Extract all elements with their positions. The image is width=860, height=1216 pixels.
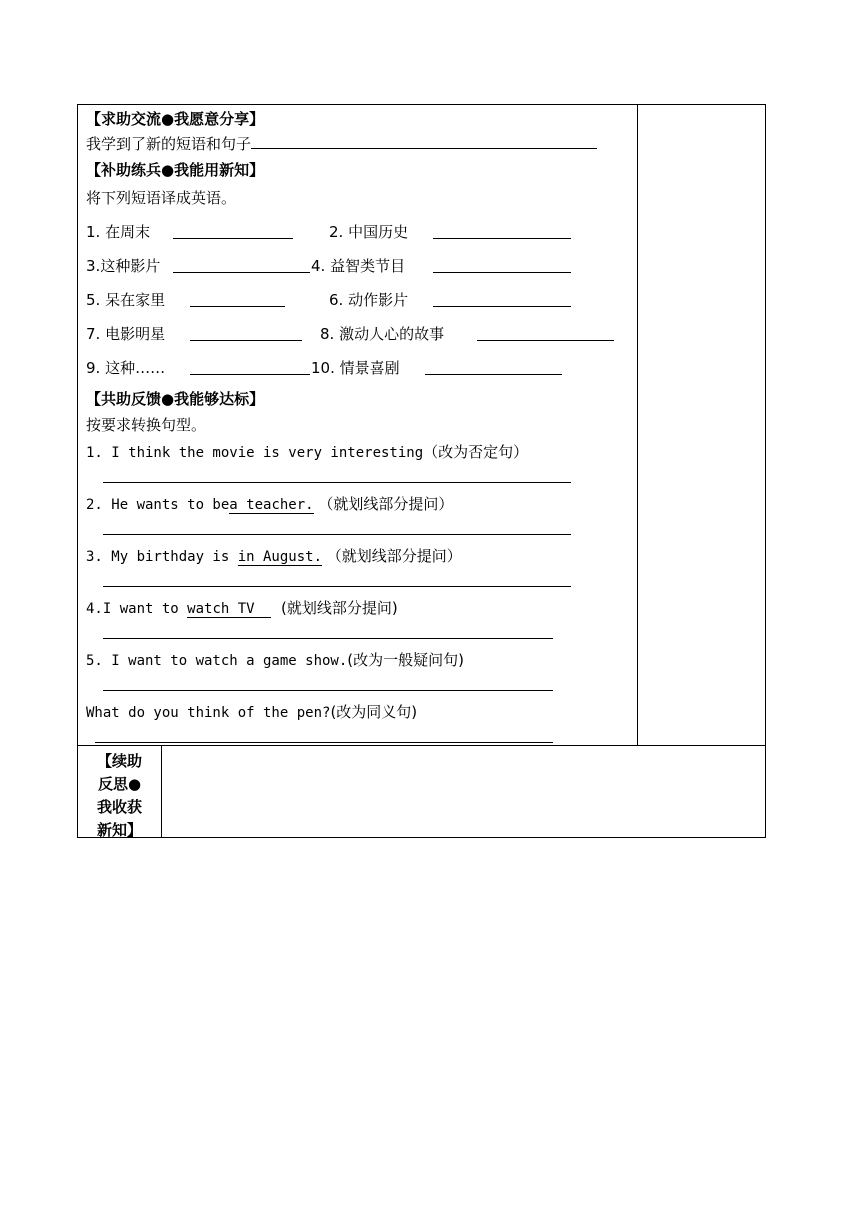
item-text: 情景喜剧 bbox=[339, 359, 400, 377]
question-5 bbox=[86, 649, 464, 670]
item-text: 益智类节目 bbox=[330, 257, 406, 275]
phrase-item-4 bbox=[311, 255, 405, 276]
item-text: 这种影片 bbox=[100, 257, 161, 275]
question-note: (改为一般疑问句) bbox=[347, 651, 465, 669]
question-note: （改为否定句） bbox=[423, 443, 529, 461]
item-text: 中国历史 bbox=[348, 223, 409, 241]
table-border-top bbox=[77, 104, 766, 105]
underlined-part: watch TV bbox=[187, 601, 272, 617]
question-text: 1. I think the movie is very interesting bbox=[86, 445, 424, 461]
question-text: 4.I want to bbox=[86, 601, 188, 617]
question-1 bbox=[86, 441, 528, 462]
item-number: 8. bbox=[320, 325, 335, 343]
phrase-item-10 bbox=[311, 357, 400, 378]
answer-blank[interactable] bbox=[425, 360, 562, 375]
item-number: 2. bbox=[329, 223, 344, 241]
table-border-right bbox=[765, 104, 766, 837]
label-line: 新知】 bbox=[96, 821, 142, 839]
table-col-divider-right bbox=[637, 104, 638, 746]
section2-heading: 【补助练兵●我能用新知】 bbox=[86, 161, 265, 179]
item-number: 5. bbox=[86, 291, 101, 309]
label-line: 我收获 bbox=[96, 798, 142, 816]
table-border-bottom bbox=[77, 837, 766, 838]
item-text: 呆在家里 bbox=[105, 291, 166, 309]
item-number: 9. bbox=[86, 359, 101, 377]
item-number: 3. bbox=[86, 257, 101, 275]
question-text: What do you think of the pen? bbox=[86, 705, 331, 721]
question-2 bbox=[86, 493, 453, 514]
phrase-item-5 bbox=[86, 289, 165, 310]
section1-line bbox=[86, 133, 597, 154]
item-number: 7. bbox=[86, 325, 101, 343]
question-note: (改为同义句) bbox=[330, 703, 418, 721]
answer-line[interactable] bbox=[95, 742, 553, 743]
section3-heading: 【共助反馈●我能够达标】 bbox=[86, 390, 265, 408]
phrase-item-2 bbox=[329, 221, 408, 242]
label-line: 反思● bbox=[97, 775, 142, 793]
phrase-item-8 bbox=[320, 323, 444, 344]
answer-blank[interactable] bbox=[173, 258, 310, 273]
question-text: 5. I want to watch a game show. bbox=[86, 653, 348, 669]
question-note: （就划线部分提问） bbox=[322, 547, 462, 565]
item-text: 在周末 bbox=[105, 223, 151, 241]
answer-line[interactable] bbox=[103, 586, 571, 587]
answer-blank[interactable] bbox=[251, 134, 597, 149]
answer-blank[interactable] bbox=[173, 224, 293, 239]
answer-blank[interactable] bbox=[190, 360, 310, 375]
section4-label bbox=[78, 750, 161, 842]
item-number: 6. bbox=[329, 291, 344, 309]
question-text: 2. He wants to be bbox=[86, 497, 230, 513]
phrase-item-1 bbox=[86, 221, 150, 242]
question-3 bbox=[86, 545, 462, 566]
table-border-left bbox=[77, 104, 78, 837]
answer-blank[interactable] bbox=[190, 326, 302, 341]
reflection-area[interactable] bbox=[162, 746, 765, 837]
question-4 bbox=[86, 597, 398, 618]
item-text: 激动人心的故事 bbox=[339, 325, 445, 343]
item-number: 1. bbox=[86, 223, 101, 241]
question-note: (就划线部分提问) bbox=[271, 599, 398, 617]
answer-line[interactable] bbox=[103, 690, 553, 691]
section3-instruction: 按要求转换句型。 bbox=[86, 416, 207, 434]
answer-blank[interactable] bbox=[477, 326, 614, 341]
answer-blank[interactable] bbox=[433, 292, 571, 307]
answer-line[interactable] bbox=[103, 482, 571, 483]
answer-line[interactable] bbox=[103, 638, 553, 639]
answer-blank[interactable] bbox=[433, 224, 571, 239]
item-number: 4. bbox=[311, 257, 326, 275]
label-line: 【续助 bbox=[96, 752, 142, 770]
phrase-item-6 bbox=[329, 289, 408, 310]
phrase-item-7 bbox=[86, 323, 165, 344]
phrase-item-3 bbox=[86, 255, 160, 276]
item-text: 这种…… bbox=[105, 359, 166, 377]
question-note: （就划线部分提问） bbox=[313, 495, 454, 513]
question-text: 3. My birthday is bbox=[86, 549, 238, 565]
item-text: 电影明星 bbox=[105, 325, 166, 343]
answer-line[interactable] bbox=[103, 534, 571, 535]
section2-instruction: 将下列短语译成英语。 bbox=[86, 189, 237, 207]
answer-blank[interactable] bbox=[433, 258, 571, 273]
underlined-part: in August. bbox=[237, 549, 323, 565]
answer-blank[interactable] bbox=[190, 292, 285, 307]
item-text: 动作影片 bbox=[348, 291, 409, 309]
item-number: 10. bbox=[311, 359, 335, 377]
section1-heading: 【求助交流●我愿意分享】 bbox=[86, 110, 265, 128]
section1-line-text: 我学到了新的短语和句子 bbox=[86, 135, 252, 153]
phrase-item-9 bbox=[86, 357, 165, 378]
question-6 bbox=[86, 701, 417, 722]
underlined-part: a teacher. bbox=[229, 497, 314, 513]
